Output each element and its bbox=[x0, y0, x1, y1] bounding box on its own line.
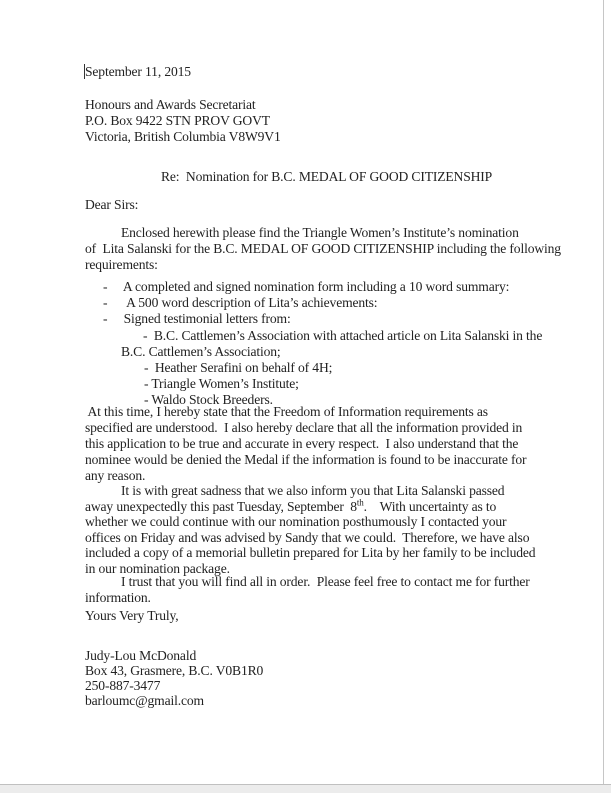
text-line[interactable]: - Heather Serafini on behalf of 4H; bbox=[144, 360, 333, 376]
text-line[interactable]: Judy-Lou McDonald bbox=[85, 648, 197, 663]
closing-line[interactable] bbox=[85, 608, 555, 624]
contact-paragraph[interactable] bbox=[85, 574, 555, 605]
text-line[interactable]: specified are understood. I also hereby declare that all the information provided in bbox=[85, 420, 523, 436]
text-line[interactable]: - A 500 word description of Lita’s achievements: bbox=[103, 295, 378, 311]
text-line[interactable]: whether we could continue with our nomination posthumously I contacted your bbox=[85, 514, 507, 530]
text-line[interactable]: any reason. bbox=[85, 468, 146, 484]
text-line[interactable]: September 11, 2015 bbox=[85, 64, 191, 79]
text-line[interactable]: of Lita Salanski for the B.C. MEDAL OF GOOD CITIZENSHIP including the following bbox=[85, 241, 561, 257]
text-line[interactable]: Yours Very Truly, bbox=[85, 608, 179, 623]
signature-block[interactable] bbox=[85, 648, 555, 708]
text-line[interactable]: P.O. Box 9422 STN PROV GOVT bbox=[85, 113, 270, 129]
text-line[interactable]: Enclosed herewith please find the Triangle Women’s Institute’s nomination bbox=[121, 225, 519, 240]
text-line[interactable]: - Triangle Women’s Institute; bbox=[144, 376, 299, 392]
text-line[interactable]: Honours and Awards Secretariat bbox=[85, 97, 256, 112]
sad-news-paragraph[interactable] bbox=[85, 483, 555, 577]
superscript-text: th bbox=[356, 497, 364, 508]
text-line[interactable] bbox=[85, 499, 555, 515]
text-line[interactable]: Victoria, British Columbia V8W9V1 bbox=[85, 129, 281, 145]
text-line[interactable]: At this time, I hereby state that the Freedom of Information requirements as bbox=[85, 404, 488, 419]
text-line[interactable]: B.C. Cattlemen’s Association; bbox=[121, 343, 281, 359]
text-line[interactable]: - B.C. Cattlemen’s Association with attached article on Lita Salanski in the bbox=[143, 327, 543, 343]
text-segment: away unexpectedly this past Tuesday, September 8 bbox=[85, 498, 357, 514]
text-segment: . With uncertainty as to bbox=[363, 498, 497, 514]
text-line[interactable]: information. bbox=[85, 589, 151, 605]
text-line[interactable]: Box 43, Grasmere, B.C. V0B1R0 bbox=[85, 663, 264, 679]
date-line[interactable] bbox=[85, 64, 555, 80]
intro-paragraph[interactable] bbox=[85, 225, 561, 273]
text-line[interactable]: 250-887-3477 bbox=[85, 678, 161, 694]
outside-page-background bbox=[0, 785, 611, 793]
recipient-address[interactable] bbox=[85, 97, 555, 145]
text-line[interactable]: this application to be true and accurate in every respect. I also understand that the bbox=[85, 436, 519, 452]
text-line[interactable]: I trust that you will find all in order. Please feel free to contact me for further bbox=[121, 574, 530, 589]
text-line[interactable]: offices on Friday and was advised by Sandy that we could. Therefore, we have also bbox=[85, 529, 530, 545]
declaration-paragraph[interactable] bbox=[85, 404, 555, 484]
subject-line[interactable] bbox=[161, 169, 611, 185]
text-line[interactable]: It is with great sadness that we also inform you that Lita Salanski passed bbox=[121, 483, 505, 498]
text-line[interactable]: included a copy of a memorial bulletin prepared for Lita by her family to be included bbox=[85, 545, 536, 561]
text-line[interactable]: - Waldo Stock Breeders. bbox=[144, 392, 273, 408]
text-line[interactable]: Dear Sirs: bbox=[85, 197, 139, 212]
text-line[interactable]: barloumc@gmail.com bbox=[85, 693, 204, 709]
text-line[interactable]: nominee would be denied the Medal if the information is found to be inaccurate for bbox=[85, 452, 527, 468]
text-line[interactable]: Re: Nomination for B.C. MEDAL OF GOOD CITIZENSHIP bbox=[161, 169, 493, 184]
requirements-list[interactable] bbox=[85, 279, 555, 409]
text-line[interactable]: requirements: bbox=[85, 257, 158, 273]
text-line[interactable]: - Signed testimonial letters from: bbox=[103, 311, 291, 327]
salutation[interactable] bbox=[85, 197, 555, 213]
text-line[interactable]: in our nomination package. bbox=[85, 560, 230, 576]
text-line[interactable]: - A completed and signed nomination form including a 10 word summary: bbox=[103, 279, 510, 294]
